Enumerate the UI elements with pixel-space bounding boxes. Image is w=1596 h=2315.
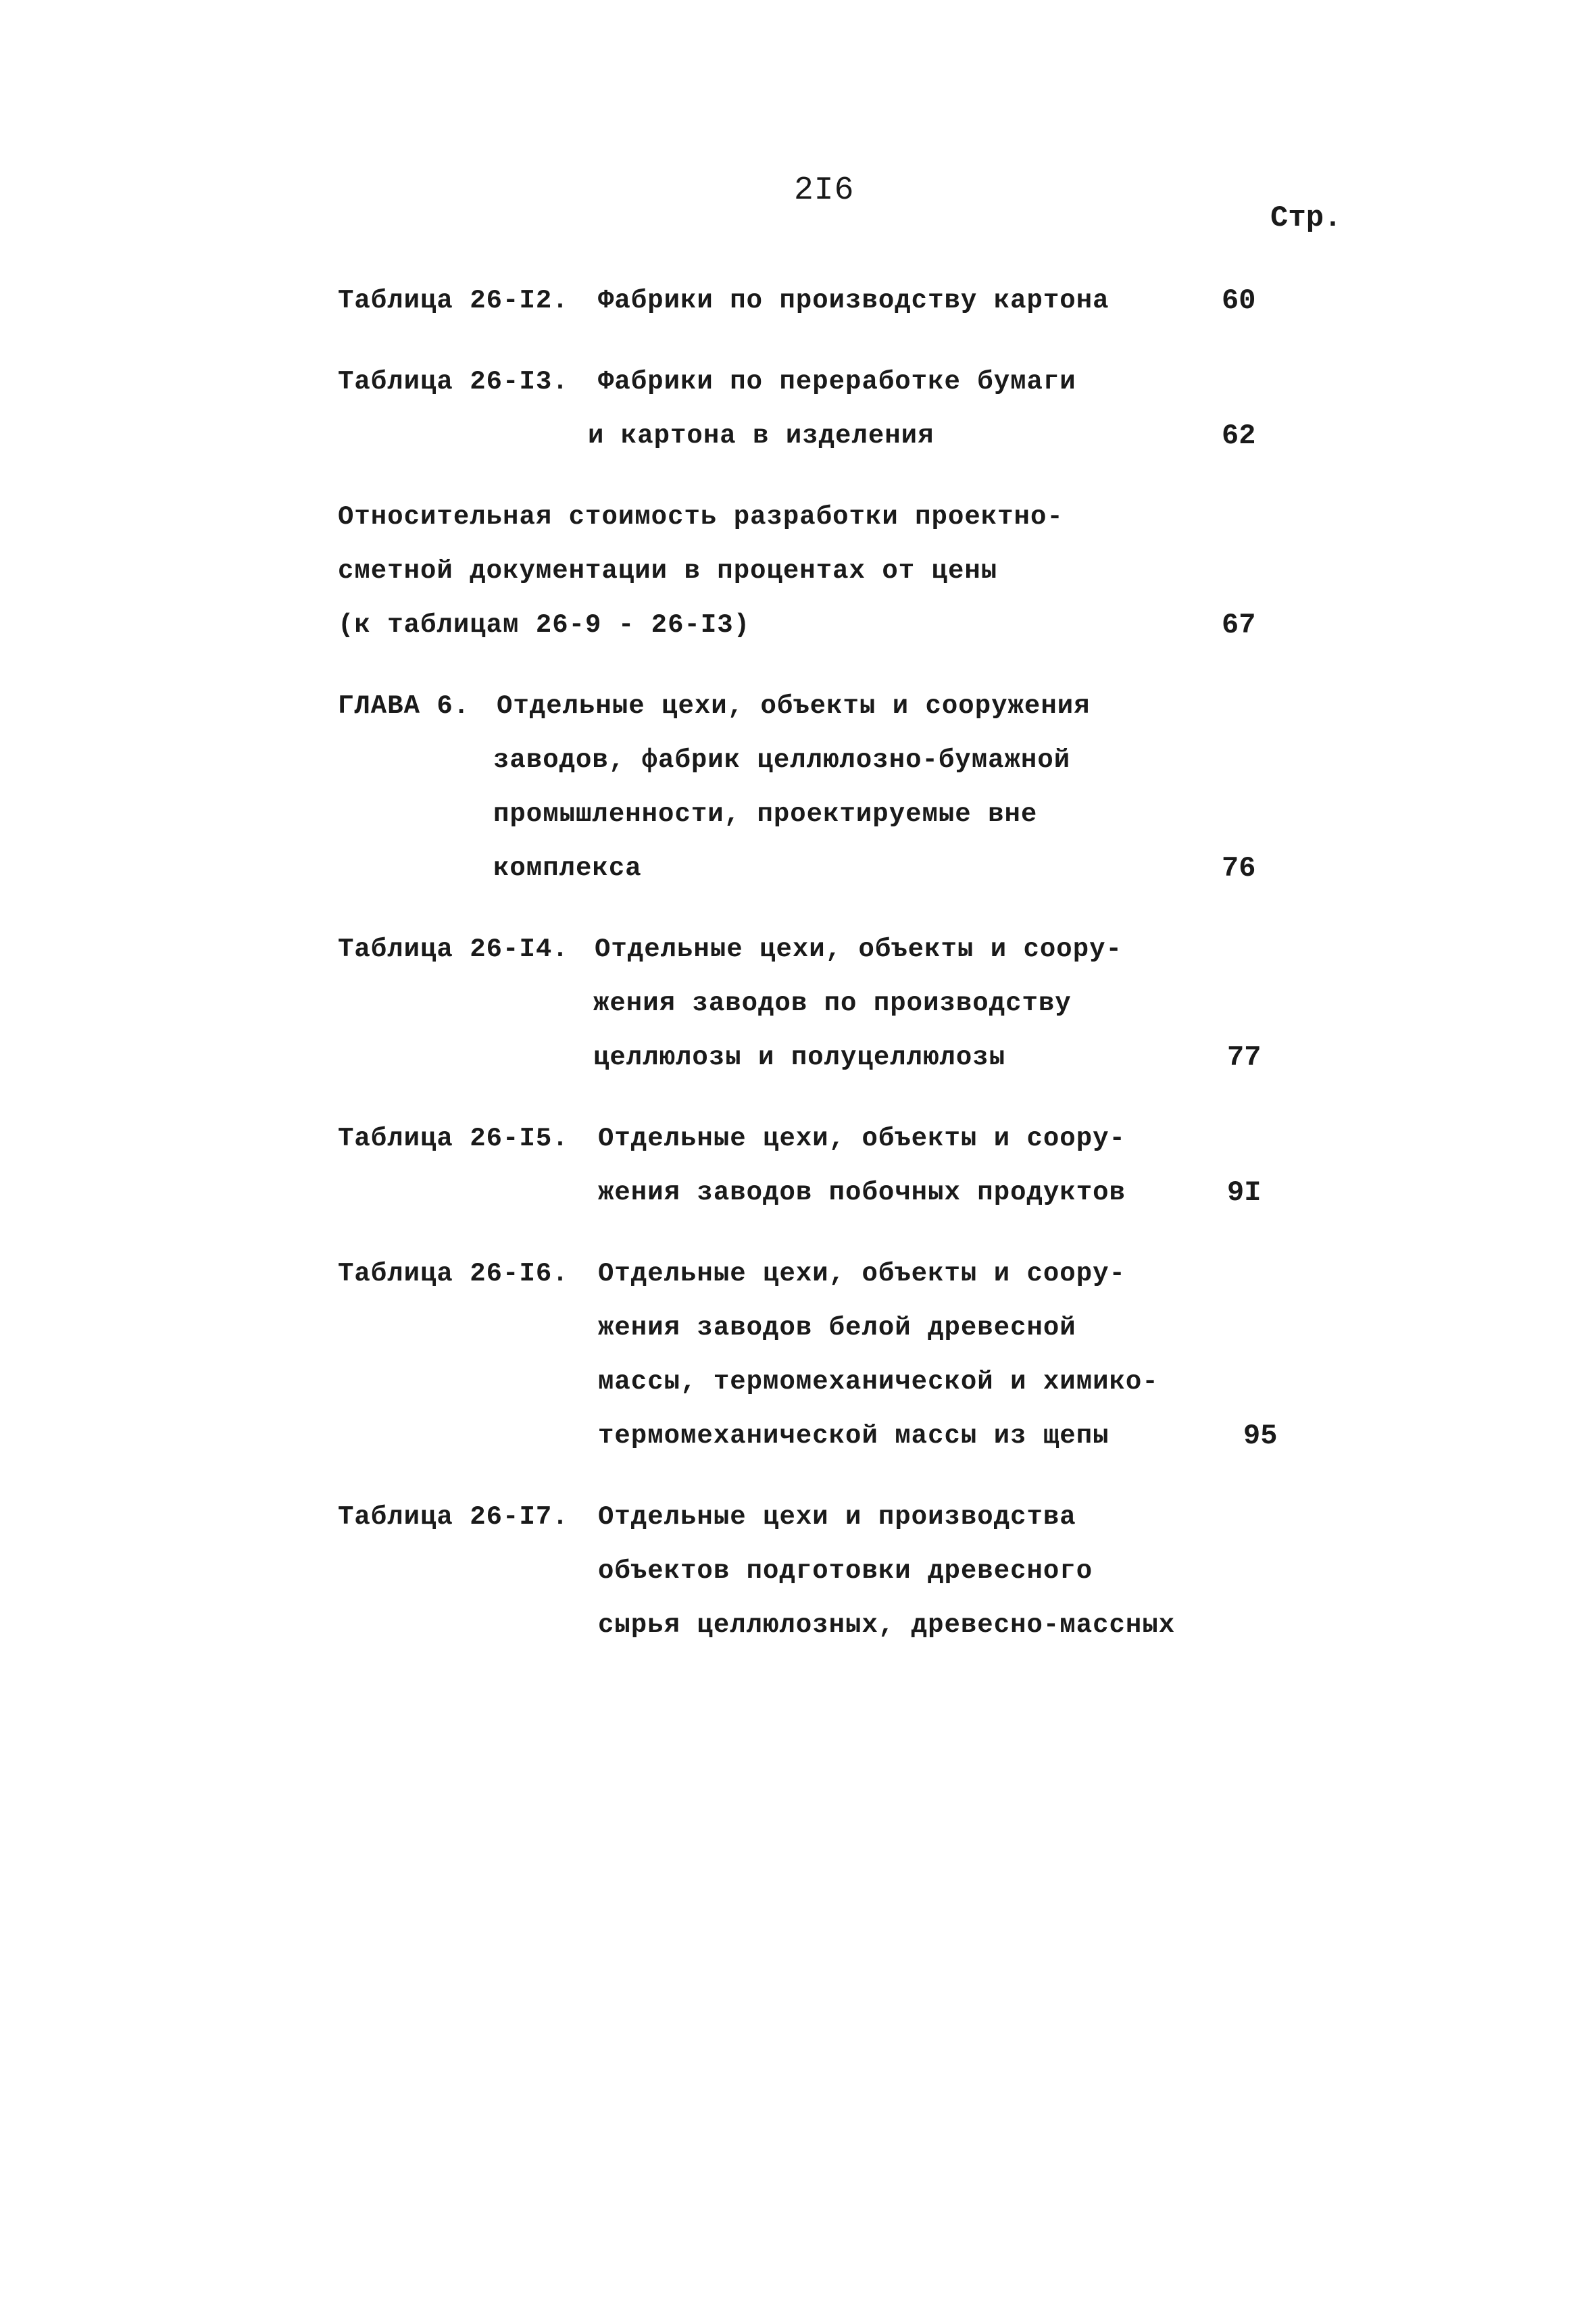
toc-entry-page: 76	[1222, 852, 1256, 885]
toc-entry-title-line: термомеханической массы из щепы	[598, 1421, 1109, 1451]
toc-entry-label: Таблица 26-I3.	[338, 367, 569, 397]
toc-entry-label: ГЛАВА 6.	[338, 691, 470, 721]
toc-entry-label: Таблица 26-I7.	[338, 1502, 569, 1532]
toc-entry-title-line: Фабрики по производству картона	[598, 286, 1109, 316]
toc-entry-title-line: заводов, фабрик целлюлозно-бумажной	[493, 745, 1071, 775]
toc-entry-title-line: Отдельные цехи, объекты и сооружения	[497, 691, 1091, 721]
toc-entry-label: Таблица 26-I4.	[338, 935, 569, 964]
toc-entry-title-line: сметной документации в процентах от цены	[338, 556, 998, 586]
page-number: 2I6	[794, 172, 855, 209]
toc-entry-title-line: Отдельные цехи, объекты и соору-	[595, 935, 1122, 964]
toc-entry-title-line: Фабрики по переработке бумаги	[598, 367, 1076, 397]
toc-entry-title-line: жения заводов побочных продуктов	[598, 1178, 1126, 1208]
toc-entry-label: Таблица 26-I2.	[338, 286, 569, 316]
toc-entry-title-line: жения заводов по производству	[593, 989, 1072, 1018]
toc-entry-title-line: (к таблицам 26-9 - 26-I3)	[338, 610, 751, 640]
toc-entry-title-line: Отдельные цехи и производства	[598, 1502, 1076, 1532]
toc-entry-title-line: жения заводов белой древесной	[598, 1313, 1076, 1343]
toc-entry-title-line: объектов подготовки древесного	[598, 1556, 1093, 1586]
toc-entry-label: Таблица 26-I6.	[338, 1259, 569, 1289]
toc-entry-title-line: Отдельные цехи, объекты и соору-	[598, 1259, 1126, 1289]
toc-entry-title-line: и картона в изделения	[588, 421, 934, 451]
toc-entry-page: 9I	[1227, 1176, 1262, 1209]
toc-entry-page: 95	[1243, 1420, 1278, 1452]
toc-entry-page: 67	[1222, 609, 1256, 641]
toc-entry-title-line: целлюлозы и полуцеллюлозы	[593, 1043, 1006, 1072]
toc-entry-title-line: комплекса	[493, 853, 642, 883]
toc-entry-title-line: Относительная стоимость разработки проектно-	[338, 502, 1064, 532]
toc-entry-title-line: Отдельные цехи, объекты и соору-	[598, 1124, 1126, 1153]
toc-entry-page: 62	[1222, 420, 1256, 452]
toc-entry-page: 77	[1227, 1041, 1262, 1074]
toc-entry-title-line: промышленности, проектируемые вне	[493, 799, 1038, 829]
toc-entry-page: 60	[1222, 284, 1256, 317]
toc-entry-title-line: сырья целлюлозных, древесно-массных	[598, 1610, 1176, 1640]
toc-entry-title-line: массы, термомеханической и химико-	[598, 1367, 1159, 1397]
page-column-header: Стр.	[1270, 201, 1342, 235]
toc-entry-label: Таблица 26-I5.	[338, 1124, 569, 1153]
